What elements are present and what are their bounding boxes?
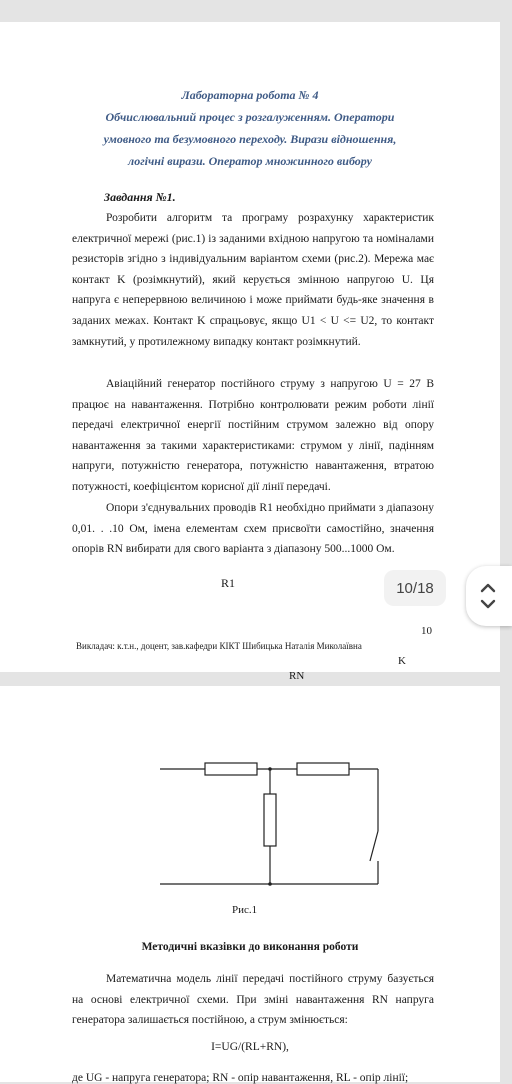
r1-label: R1 [221,576,236,590]
task-paragraph-2 [72,374,434,498]
rn-label: RN [289,670,305,682]
task-paragraph-1 [72,208,434,352]
title-line: Обчислювальний процес з розгалуженням. Оператори [105,110,395,124]
resistor-r1 [205,763,257,775]
title-line: Лабораторна робота № 4 [181,88,319,102]
document-page-11 [0,686,500,1082]
task-paragraph-3 [72,498,434,560]
page-indicator: 10/18 [384,570,446,606]
task-heading: Завдання №1. [104,190,176,204]
title-line: логічні вирази. Оператор множинного вибору [128,154,372,168]
title-line: умовного та безумовного переходу. Вирази відношення, [103,132,397,146]
circuit-node [268,767,272,771]
contact-k-switch [370,831,378,861]
method-paragraph [72,969,434,1031]
circuit-diagram [0,686,500,901]
current-formula: I=UG/(RL+RN), [211,1041,289,1053]
resistor-rn [264,794,276,846]
figure-caption: Рис.1 [232,904,258,916]
paragraph-text: Розробити алгоритм та програму розрахунку характеристик електричної мережі (рис.1) із заданими вхідною напругою та номіналами резисторів згідно з індивідуальним варіантом схеми (рис.2). Мережа має контакт K (розімкнутий), який керується змінною напругою U. Ця напруга є неперервною величиною і може приймати будь-яке значення в заданих межах. Контакт K спрацьовує, якщо U1 < U <= U2, то контакт замкнутий, у протилежному випадку контакт розімкнутий. [72,212,434,348]
lecturer-footer: Викладач: к.т.н., доцент, зав.кафедри КІКТ Шибицька Наталія Миколаївна [76,641,362,651]
contact-k-label: K [398,655,406,667]
lab-title [20,84,480,172]
formula-explanation: де UG - напруга генератора; RN - опір навантаження, RL - опір лінії; [72,1072,409,1084]
resistor-rl [297,763,349,775]
paragraph-text: Авіаційний генератор постійного струму з напругою U = 27 В працює на навантаження. Потрібно контролювати режим роботи лінії передачі електричної енергії постійним струмом залежно від опору навантаження за такими характеристиками: струмом у лінії, падінням напруги, потужністю генератора, потужністю навантаження, втратою потужності, коефіцієнтом корисної дії лінії передачі. [72,378,434,493]
scroll-handle[interactable] [466,566,512,626]
figure-number-label: 10 [421,625,432,637]
circuit-node [268,882,272,886]
method-heading: Методичні вказівки до виконання роботи [141,941,359,953]
paragraph-text: Математична модель лінії передачі постійного струму базується на основі електричної схеми. При зміні навантаження RN напруга генератора залишається постійною, а струм змінюється: [72,973,434,1027]
scroll-arrows-icon [476,578,500,614]
paragraph-text: Опори з'єднувальних проводів R1 необхідно приймати з діапазону 0,01. . .10 Ом, імена елементам схем присвоїти самостійно, значення опорів RN вибирати для свого варіанта з діапазону 500...1000 Ом. [72,502,434,556]
